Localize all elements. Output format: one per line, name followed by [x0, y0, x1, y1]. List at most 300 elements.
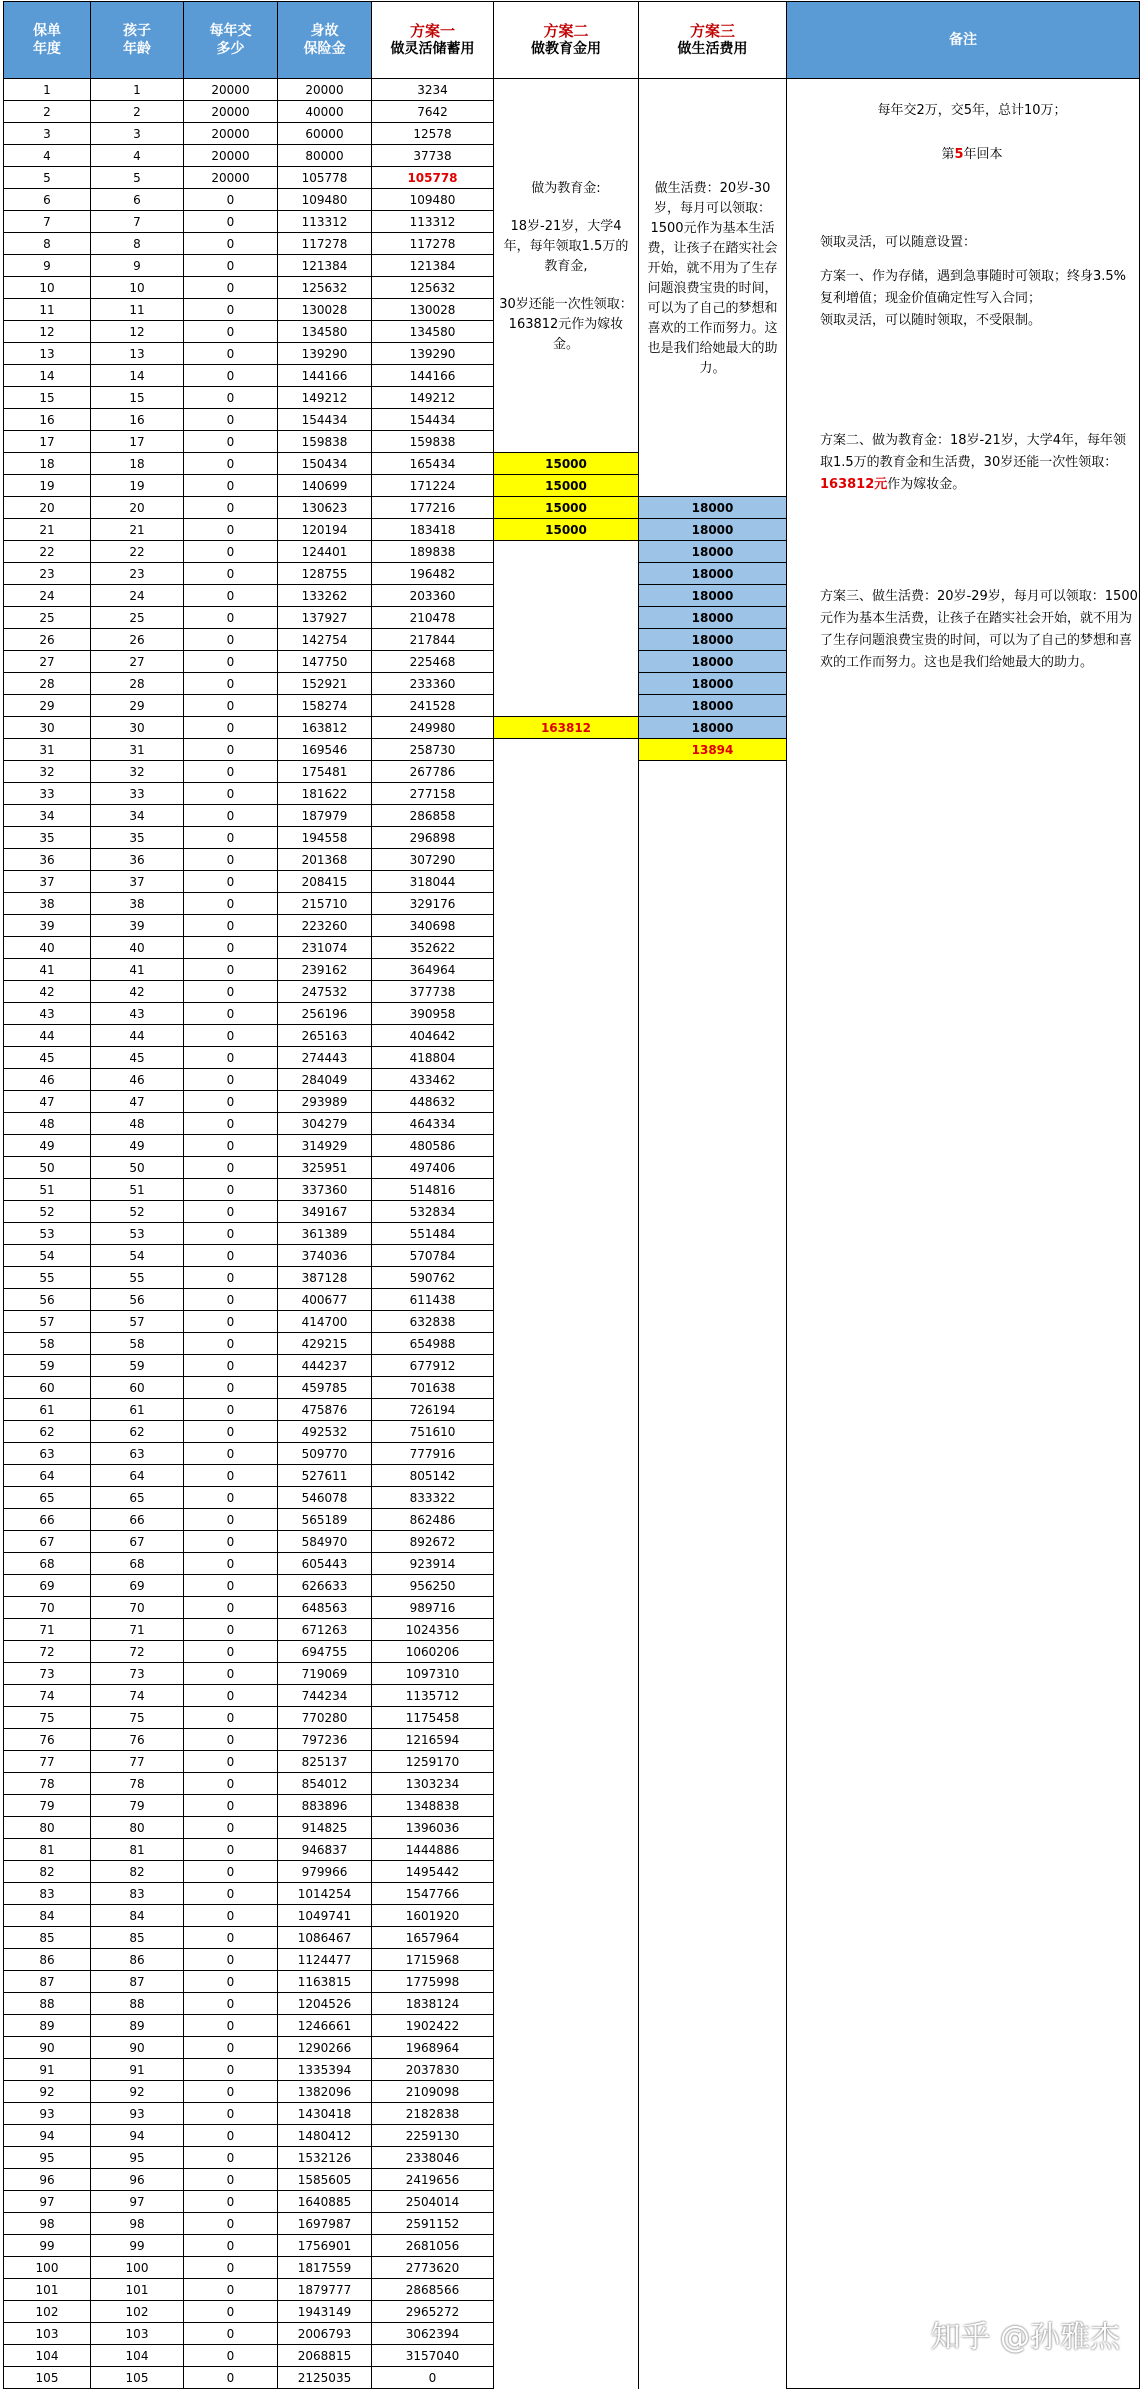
cell-plan1: 1097310 [372, 1663, 494, 1685]
cell-plan2 [494, 761, 639, 783]
cell-policy-year: 48 [4, 1113, 91, 1135]
cell-child-age: 13 [91, 343, 184, 365]
cell-child-age: 66 [91, 1509, 184, 1531]
cell-plan2 [494, 937, 639, 959]
cell-child-age: 68 [91, 1553, 184, 1575]
cell-death-benefit: 1532126 [278, 2147, 372, 2169]
cell-child-age: 26 [91, 629, 184, 651]
cell-plan3 [639, 1795, 787, 1817]
cell-plan1: 130028 [372, 299, 494, 321]
cell-plan1: 2182838 [372, 2103, 494, 2125]
cell-death-benefit: 1640885 [278, 2191, 372, 2213]
cell-premium: 0 [184, 1465, 278, 1487]
cell-plan2 [494, 783, 639, 805]
cell-premium: 0 [184, 1971, 278, 1993]
cell-plan1: 1303234 [372, 1773, 494, 1795]
cell-plan3 [639, 937, 787, 959]
cell-premium: 0 [184, 321, 278, 343]
cell-plan3: 18000 [639, 717, 787, 739]
cell-premium: 0 [184, 1861, 278, 1883]
cell-plan2 [494, 1905, 639, 1927]
cell-premium: 0 [184, 2323, 278, 2345]
cell-plan2 [494, 1003, 639, 1025]
cell-policy-year: 29 [4, 695, 91, 717]
cell-plan2 [494, 1245, 639, 1267]
cell-child-age: 92 [91, 2081, 184, 2103]
cell-plan2 [494, 2059, 639, 2081]
cell-death-benefit: 137927 [278, 607, 372, 629]
cell-policy-year: 95 [4, 2147, 91, 2169]
cell-death-benefit: 946837 [278, 1839, 372, 1861]
cell-policy-year: 75 [4, 1707, 91, 1729]
cell-plan1: 1444886 [372, 1839, 494, 1861]
cell-plan2 [494, 1773, 639, 1795]
cell-plan1: 203360 [372, 585, 494, 607]
cell-policy-year: 68 [4, 1553, 91, 1575]
cell-child-age: 33 [91, 783, 184, 805]
cell-policy-year: 46 [4, 1069, 91, 1091]
cell-death-benefit: 429215 [278, 1333, 372, 1355]
cell-policy-year: 34 [4, 805, 91, 827]
cell-death-benefit: 854012 [278, 1773, 372, 1795]
cell-child-age: 78 [91, 1773, 184, 1795]
cell-plan3 [639, 1641, 787, 1663]
cell-plan3 [639, 2169, 787, 2191]
cell-child-age: 88 [91, 1993, 184, 2015]
cell-death-benefit: 120194 [278, 519, 372, 541]
cell-plan2 [494, 2147, 639, 2169]
cell-plan3 [639, 1509, 787, 1531]
cell-premium: 0 [184, 1201, 278, 1223]
cell-child-age: 18 [91, 453, 184, 475]
cell-death-benefit: 2068815 [278, 2345, 372, 2367]
cell-plan1: 154434 [372, 409, 494, 431]
cell-plan2 [494, 1289, 639, 1311]
cell-plan1: 862486 [372, 1509, 494, 1531]
cell-policy-year: 57 [4, 1311, 91, 1333]
cell-plan1: 2419656 [372, 2169, 494, 2191]
cell-premium: 0 [184, 1795, 278, 1817]
cell-plan2 [494, 1157, 639, 1179]
cell-plan1: 751610 [372, 1421, 494, 1443]
cell-plan1: 404642 [372, 1025, 494, 1047]
cell-plan2 [494, 1949, 639, 1971]
cell-plan2 [494, 739, 639, 761]
cell-child-age: 86 [91, 1949, 184, 1971]
cell-policy-year: 79 [4, 1795, 91, 1817]
cell-policy-year: 52 [4, 1201, 91, 1223]
cell-death-benefit: 1086467 [278, 1927, 372, 1949]
cell-policy-year: 7 [4, 211, 91, 233]
cell-plan1: 196482 [372, 563, 494, 585]
cell-plan3 [639, 1729, 787, 1751]
cell-plan1: 418804 [372, 1047, 494, 1069]
cell-premium: 0 [184, 1729, 278, 1751]
cell-plan2 [494, 629, 639, 651]
cell-plan1: 448632 [372, 1091, 494, 1113]
cell-plan2 [494, 1509, 639, 1531]
cell-death-benefit: 124401 [278, 541, 372, 563]
cell-policy-year: 12 [4, 321, 91, 343]
cell-plan1: 611438 [372, 1289, 494, 1311]
cell-plan1: 1715968 [372, 1949, 494, 1971]
cell-child-age: 46 [91, 1069, 184, 1091]
cell-premium: 0 [184, 1421, 278, 1443]
cell-policy-year: 73 [4, 1663, 91, 1685]
cell-plan2 [494, 695, 639, 717]
cell-policy-year: 81 [4, 1839, 91, 1861]
header-child-age: 孩子 年龄 [91, 2, 184, 79]
cell-child-age: 67 [91, 1531, 184, 1553]
cell-death-benefit: 694755 [278, 1641, 372, 1663]
cell-plan3 [639, 915, 787, 937]
cell-plan1: 1135712 [372, 1685, 494, 1707]
cell-policy-year: 24 [4, 585, 91, 607]
cell-plan2 [494, 2125, 639, 2147]
cell-premium: 0 [184, 2257, 278, 2279]
cell-death-benefit: 444237 [278, 1355, 372, 1377]
cell-plan2 [494, 2323, 639, 2345]
cell-death-benefit: 125632 [278, 277, 372, 299]
cell-plan3 [639, 1069, 787, 1091]
cell-plan2 [494, 1619, 639, 1641]
cell-plan1: 2681056 [372, 2235, 494, 2257]
cell-premium: 0 [184, 233, 278, 255]
cell-child-age: 101 [91, 2279, 184, 2301]
cell-death-benefit: 883896 [278, 1795, 372, 1817]
cell-plan1: 1657964 [372, 1927, 494, 1949]
cell-plan1: 329176 [372, 893, 494, 915]
cell-plan3 [639, 1443, 787, 1465]
cell-death-benefit: 648563 [278, 1597, 372, 1619]
cell-premium: 0 [184, 607, 278, 629]
cell-child-age: 30 [91, 717, 184, 739]
cell-policy-year: 17 [4, 431, 91, 453]
table-row [4, 79, 1140, 101]
cell-child-age: 27 [91, 651, 184, 673]
cell-death-benefit: 314929 [278, 1135, 372, 1157]
cell-premium: 0 [184, 1905, 278, 1927]
cell-premium: 0 [184, 1179, 278, 1201]
cell-plan1: 377738 [372, 981, 494, 1003]
cell-plan1: 117278 [372, 233, 494, 255]
cell-policy-year: 64 [4, 1465, 91, 1487]
cell-policy-year: 40 [4, 937, 91, 959]
cell-child-age: 97 [91, 2191, 184, 2213]
cell-plan3 [639, 1487, 787, 1509]
cell-child-age: 58 [91, 1333, 184, 1355]
cell-plan3 [639, 1179, 787, 1201]
cell-policy-year: 37 [4, 871, 91, 893]
cell-plan3 [639, 1553, 787, 1575]
cell-plan1: 7642 [372, 101, 494, 123]
cell-plan1: 1601920 [372, 1905, 494, 1927]
cell-child-age: 50 [91, 1157, 184, 1179]
cell-child-age: 37 [91, 871, 184, 893]
cell-plan1: 258730 [372, 739, 494, 761]
cell-plan1: 1968964 [372, 2037, 494, 2059]
cell-death-benefit: 626633 [278, 1575, 372, 1597]
cell-premium: 0 [184, 255, 278, 277]
cell-policy-year: 16 [4, 409, 91, 431]
cell-plan3 [639, 2367, 787, 2389]
cell-premium: 0 [184, 959, 278, 981]
cell-policy-year: 20 [4, 497, 91, 519]
cell-plan2 [494, 1861, 639, 1883]
cell-plan1: 210478 [372, 607, 494, 629]
cell-plan1: 514816 [372, 1179, 494, 1201]
cell-child-age: 89 [91, 2015, 184, 2037]
cell-child-age: 17 [91, 431, 184, 453]
cell-premium: 0 [184, 673, 278, 695]
cell-plan2 [494, 1971, 639, 1993]
cell-plan3 [639, 1905, 787, 1927]
cell-policy-year: 45 [4, 1047, 91, 1069]
cell-death-benefit: 1585605 [278, 2169, 372, 2191]
cell-policy-year: 59 [4, 1355, 91, 1377]
cell-death-benefit: 1879777 [278, 2279, 372, 2301]
cell-plan1: 189838 [372, 541, 494, 563]
remark-plan3: 方案三、做生活费：20岁-29岁，每月可以领取：1500元作为基本生活费，让孩子在踏实社会开始，就不用为了生存问题浪费宝贵的时间，可以为了自己的梦想和喜欢的工作而努力。这也是我们给她最大的助力。 [820, 589, 1138, 670]
cell-premium: 0 [184, 1267, 278, 1289]
cell-death-benefit: 361389 [278, 1223, 372, 1245]
cell-plan1: 267786 [372, 761, 494, 783]
cell-premium: 0 [184, 915, 278, 937]
cell-plan1: 1902422 [372, 2015, 494, 2037]
cell-premium: 0 [184, 937, 278, 959]
cell-policy-year: 105 [4, 2367, 91, 2389]
cell-child-age: 98 [91, 2213, 184, 2235]
cell-plan2 [494, 849, 639, 871]
cell-plan3 [639, 2279, 787, 2301]
cell-premium: 0 [184, 1069, 278, 1091]
cell-premium: 0 [184, 475, 278, 497]
cell-plan2 [494, 2279, 639, 2301]
cell-policy-year: 8 [4, 233, 91, 255]
cell-plan3 [639, 1113, 787, 1135]
cell-plan3 [639, 1025, 787, 1047]
cell-plan1: 144166 [372, 365, 494, 387]
cell-premium: 0 [184, 1355, 278, 1377]
cell-policy-year: 93 [4, 2103, 91, 2125]
cell-child-age: 38 [91, 893, 184, 915]
plan2-note-p2: 18岁-21岁，大学4年，每年领取1.5万的教育金, [503, 219, 629, 274]
cell-premium: 0 [184, 1663, 278, 1685]
cell-plan2 [494, 585, 639, 607]
cell-plan1: 12578 [372, 123, 494, 145]
cell-death-benefit: 304279 [278, 1113, 372, 1135]
cell-plan3 [639, 1267, 787, 1289]
cell-policy-year: 23 [4, 563, 91, 585]
cell-death-benefit: 337360 [278, 1179, 372, 1201]
cell-plan3 [639, 2147, 787, 2169]
cell-premium: 0 [184, 365, 278, 387]
cell-premium: 0 [184, 453, 278, 475]
cell-child-age: 54 [91, 1245, 184, 1267]
cell-policy-year: 22 [4, 541, 91, 563]
cell-policy-year: 47 [4, 1091, 91, 1113]
cell-plan2 [494, 1553, 639, 1575]
cell-plan1: 1495442 [372, 1861, 494, 1883]
cell-premium: 0 [184, 1223, 278, 1245]
cell-plan2 [494, 1421, 639, 1443]
cell-plan1: 149212 [372, 387, 494, 409]
cell-policy-year: 91 [4, 2059, 91, 2081]
cell-plan3 [639, 1289, 787, 1311]
cell-death-benefit: 1430418 [278, 2103, 372, 2125]
cell-premium: 0 [184, 409, 278, 431]
header-plan3-sub: 做生活费用 [677, 41, 748, 57]
cell-death-benefit: 671263 [278, 1619, 372, 1641]
cell-death-benefit: 1163815 [278, 1971, 372, 1993]
cell-death-benefit: 20000 [278, 79, 372, 101]
cell-death-benefit: 149212 [278, 387, 372, 409]
cell-premium: 0 [184, 2015, 278, 2037]
cell-plan1: 497406 [372, 1157, 494, 1179]
cell-plan1: 171224 [372, 475, 494, 497]
cell-plan2 [494, 1333, 639, 1355]
cell-plan1: 2773620 [372, 2257, 494, 2279]
cell-child-age: 62 [91, 1421, 184, 1443]
cell-plan2 [494, 2345, 639, 2367]
cell-plan2 [494, 1201, 639, 1223]
cell-child-age: 74 [91, 1685, 184, 1707]
cell-policy-year: 55 [4, 1267, 91, 1289]
cell-plan2 [494, 2081, 639, 2103]
cell-plan1: 1396036 [372, 1817, 494, 1839]
cell-policy-year: 94 [4, 2125, 91, 2147]
cell-premium: 0 [184, 981, 278, 1003]
cell-plan2 [494, 1487, 639, 1509]
cell-child-age: 29 [91, 695, 184, 717]
cell-death-benefit: 223260 [278, 915, 372, 937]
cell-plan2 [494, 871, 639, 893]
cell-plan1: 1216594 [372, 1729, 494, 1751]
cell-policy-year: 77 [4, 1751, 91, 1773]
cell-child-age: 57 [91, 1311, 184, 1333]
cell-policy-year: 27 [4, 651, 91, 673]
cell-child-age: 100 [91, 2257, 184, 2279]
plan3-note [639, 79, 787, 497]
remarks-column [787, 79, 1140, 2389]
cell-plan1: 677912 [372, 1355, 494, 1377]
cell-premium: 0 [184, 1927, 278, 1949]
cell-child-age: 8 [91, 233, 184, 255]
cell-plan1: 2259130 [372, 2125, 494, 2147]
cell-plan2 [494, 915, 639, 937]
cell-plan2 [494, 1069, 639, 1091]
cell-plan3 [639, 1311, 787, 1333]
cell-plan3 [639, 1531, 787, 1553]
cell-death-benefit: 152921 [278, 673, 372, 695]
cell-plan2 [494, 1927, 639, 1949]
cell-policy-year: 89 [4, 2015, 91, 2037]
cell-policy-year: 41 [4, 959, 91, 981]
cell-plan2 [494, 1795, 639, 1817]
cell-plan2 [494, 805, 639, 827]
cell-plan3 [639, 1135, 787, 1157]
cell-plan2: 163812 [494, 717, 639, 739]
cell-policy-year: 63 [4, 1443, 91, 1465]
insurance-plan-table [3, 1, 1140, 2389]
cell-policy-year: 92 [4, 2081, 91, 2103]
cell-plan1: 2965272 [372, 2301, 494, 2323]
cell-child-age: 19 [91, 475, 184, 497]
cell-death-benefit: 414700 [278, 1311, 372, 1333]
cell-policy-year: 36 [4, 849, 91, 871]
cell-premium: 20000 [184, 101, 278, 123]
cell-death-benefit: 2125035 [278, 2367, 372, 2389]
cell-plan1: 1547766 [372, 1883, 494, 1905]
cell-death-benefit: 40000 [278, 101, 372, 123]
cell-premium: 0 [184, 431, 278, 453]
cell-death-benefit: 1697987 [278, 2213, 372, 2235]
cell-plan2 [494, 1729, 639, 1751]
cell-child-age: 81 [91, 1839, 184, 1861]
cell-premium: 0 [184, 1553, 278, 1575]
cell-plan2 [494, 2037, 639, 2059]
cell-child-age: 72 [91, 1641, 184, 1663]
cell-plan1: 532834 [372, 1201, 494, 1223]
cell-death-benefit: 140699 [278, 475, 372, 497]
cell-premium: 0 [184, 1245, 278, 1267]
cell-child-age: 99 [91, 2235, 184, 2257]
cell-death-benefit: 113312 [278, 211, 372, 233]
cell-child-age: 16 [91, 409, 184, 431]
cell-death-benefit: 527611 [278, 1465, 372, 1487]
cell-premium: 0 [184, 343, 278, 365]
cell-plan1: 2109098 [372, 2081, 494, 2103]
cell-plan3 [639, 1949, 787, 1971]
cell-policy-year: 53 [4, 1223, 91, 1245]
cell-child-age: 25 [91, 607, 184, 629]
cell-child-age: 4 [91, 145, 184, 167]
cell-policy-year: 90 [4, 2037, 91, 2059]
cell-death-benefit: 163812 [278, 717, 372, 739]
cell-death-benefit: 1246661 [278, 2015, 372, 2037]
cell-plan3 [639, 1465, 787, 1487]
cell-premium: 0 [184, 2059, 278, 2081]
cell-premium: 0 [184, 1487, 278, 1509]
cell-plan3 [639, 1047, 787, 1069]
cell-death-benefit: 130028 [278, 299, 372, 321]
plan2-note [494, 79, 639, 453]
cell-plan2 [494, 1355, 639, 1377]
plan2-note-p3: 30岁还能一次性领取：163812元作为嫁妆金。 [499, 297, 633, 352]
cell-policy-year: 99 [4, 2235, 91, 2257]
cell-child-age: 61 [91, 1399, 184, 1421]
cell-policy-year: 32 [4, 761, 91, 783]
cell-policy-year: 13 [4, 343, 91, 365]
cell-plan2 [494, 1113, 639, 1135]
cell-plan2 [494, 2367, 639, 2389]
cell-plan1: 177216 [372, 497, 494, 519]
header-annual-premium: 每年交 多少 [184, 2, 278, 79]
cell-plan2: 15000 [494, 475, 639, 497]
cell-child-age: 44 [91, 1025, 184, 1047]
remark-plan1: 方案一、作为存储，遇到急事随时可领取；终身3.5%复利增值；现金价值确定性写入合同； [820, 269, 1127, 306]
cell-plan1: 2504014 [372, 2191, 494, 2213]
cell-policy-year: 86 [4, 1949, 91, 1971]
cell-child-age: 45 [91, 1047, 184, 1069]
cell-death-benefit: 744234 [278, 1685, 372, 1707]
cell-policy-year: 25 [4, 607, 91, 629]
header-plan2-sub: 做教育金用 [531, 41, 601, 57]
cell-plan3 [639, 1883, 787, 1905]
cell-premium: 0 [184, 2235, 278, 2257]
cell-plan2 [494, 1531, 639, 1553]
cell-premium: 0 [184, 1817, 278, 1839]
